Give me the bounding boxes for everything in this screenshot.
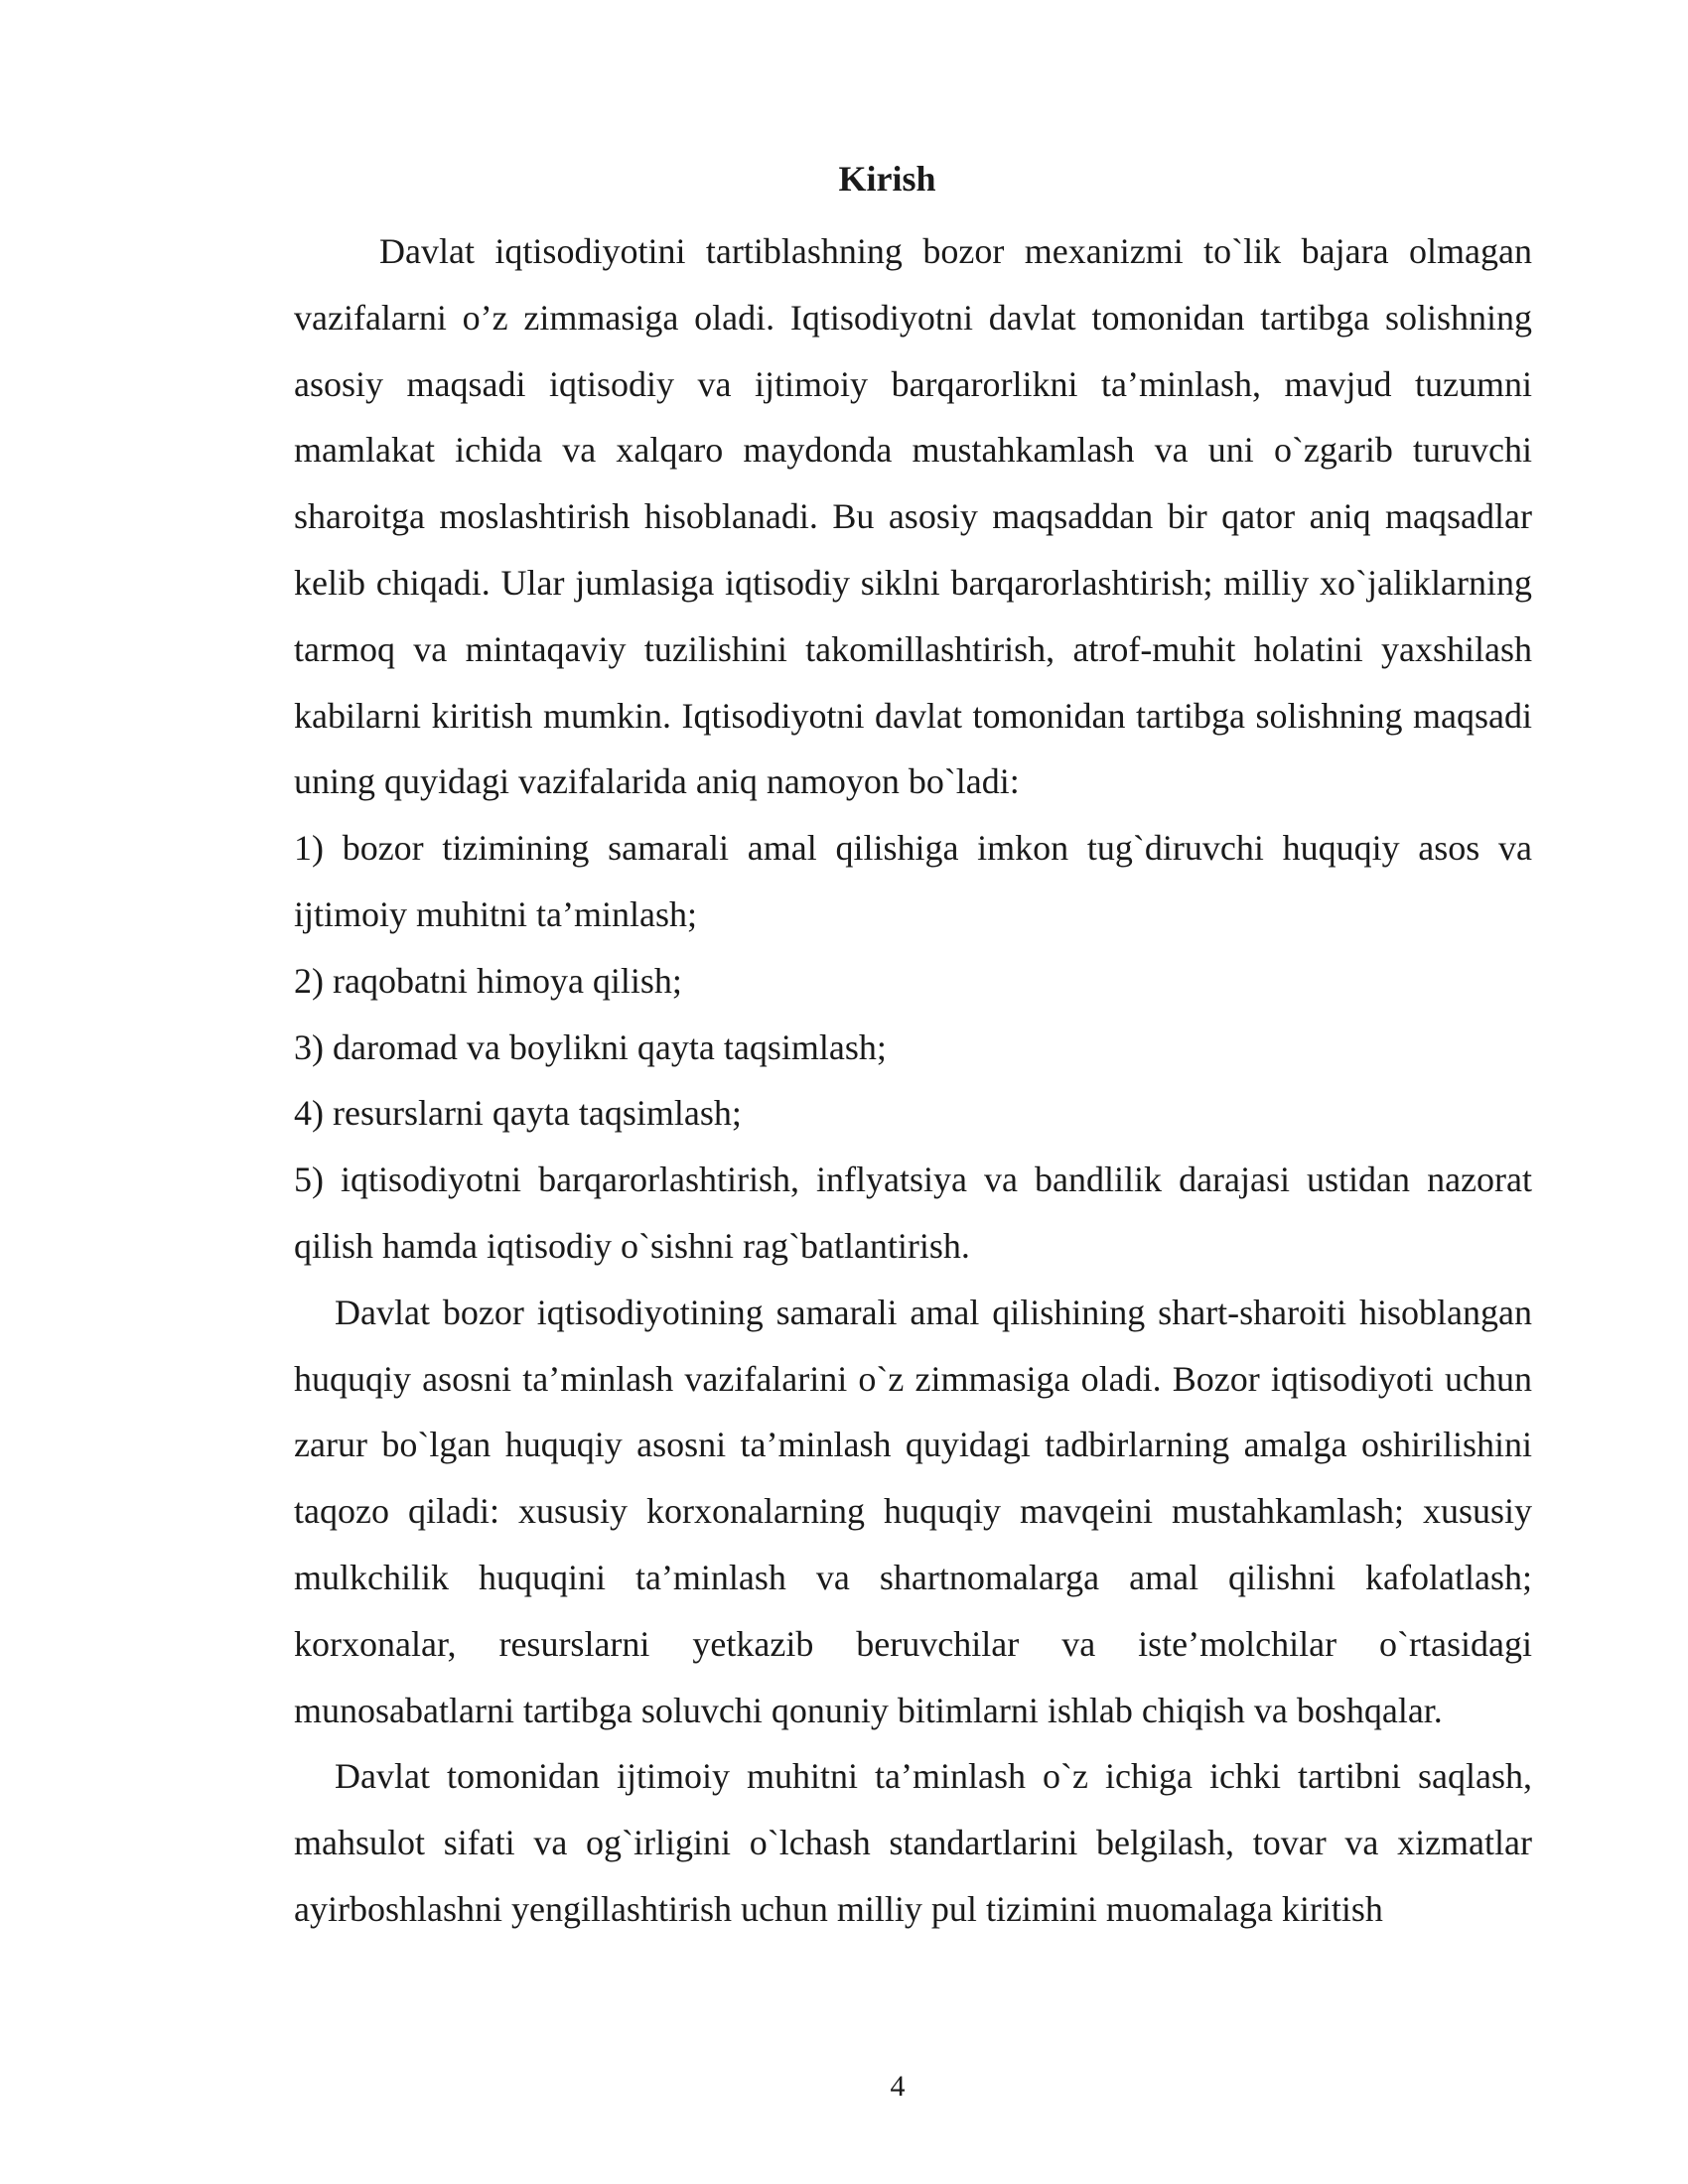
page-number: 4 — [890, 2070, 906, 2103]
list-item: 1) bozor tizimining samarali amal qilishiga imkon tug`diruvchi huquqiy asos va ijtimoiy muhitni ta’minlash; — [294, 828, 1532, 934]
list-item: 4) resurslarni qayta taqsimlash; — [294, 1093, 742, 1134]
task-list — [294, 815, 1532, 1280]
list-item: 3) daromad va boylikni qayta taqsimlash; — [294, 1026, 887, 1067]
section-title: Kirish — [838, 159, 936, 199]
list-item: 5) iqtisodiyotni barqarorlashtirish, inflyatsiya va bandlilik darajasi ustidan nazorat qilish hamda iqtisodiy o`sishni rag`batlantirish. — [294, 1160, 1532, 1266]
paragraph-intro: Davlat iqtisodiyotini tartiblashning bozor mexanizmi to`lik bajara olmagan vazifalarni o’z zimmasiga oladi. Iqtisodiyotni davlat tomonidan tartibga solishning asosiy maqsadi iqtisodiy va ijtimoiy barqarorlikni ta’minlash, mavjud tuzumni mamlakat ichida va xalqaro maydonda mustahkamlash va uni o`zgarib turuvchi sharoitga moslashtirish hisoblanadi. Bu asosiy maqsaddan bir qator aniq maqsadlar kelib chiqadi. Ular jumlasiga iqtisodiy siklni barqarorlashtirish; milliy xo`jaliklarning tarmoq va mintaqaviy tuzilishini takomillashtirish, atrof-muhit holatini yaxshilash kabilarni kiritish mumkin. Iqtisodiyotni davlat tomonidan tartibga solishning maqsadi uning quyidagi vazifalarida aniq namoyon bo`ladi: — [294, 231, 1532, 802]
paragraph-legal-basis: Davlat bozor iqtisodiyotining samarali amal qilishining shart-sharoiti hisoblangan huquqiy asosni ta’minlash vazifalarini o`z zimmasiga oladi. Bozor iqtisodiyoti uchun zarur bo`lgan huquqiy asosni ta’minlash quyidagi tadbirlarning amalga oshirilishini taqozo qiladi: xususiy korxonalarning huquqiy mavqeini mustahkamlash; xususiy mulkchilik huquqini ta’minlash va shartnomalarga amal qilishni kafolatlash; korxonalar, resurslarni yetkazib beruvchilar va iste’molchilar o`rtasidagi munosabatlarni tartibga soluvchi qonuniy bitimlarni ishlab chiqish va boshqalar. — [294, 1292, 1532, 1730]
list-item: 2) raqobatni himoya qilish; — [294, 960, 682, 1001]
paragraph-social-environment: Davlat tomonidan ijtimoiy muhitni ta’minlash o`z ichiga ichki tartibni saqlash, mahsulot sifati va og`irligini o`lchash standartlarini belgilash, tovar va xizmatlar ayirboshlashni yengillashtirish uchun milliy pul tizimini muomalaga kiritish — [294, 1756, 1532, 1929]
body-text — [294, 218, 1532, 1943]
